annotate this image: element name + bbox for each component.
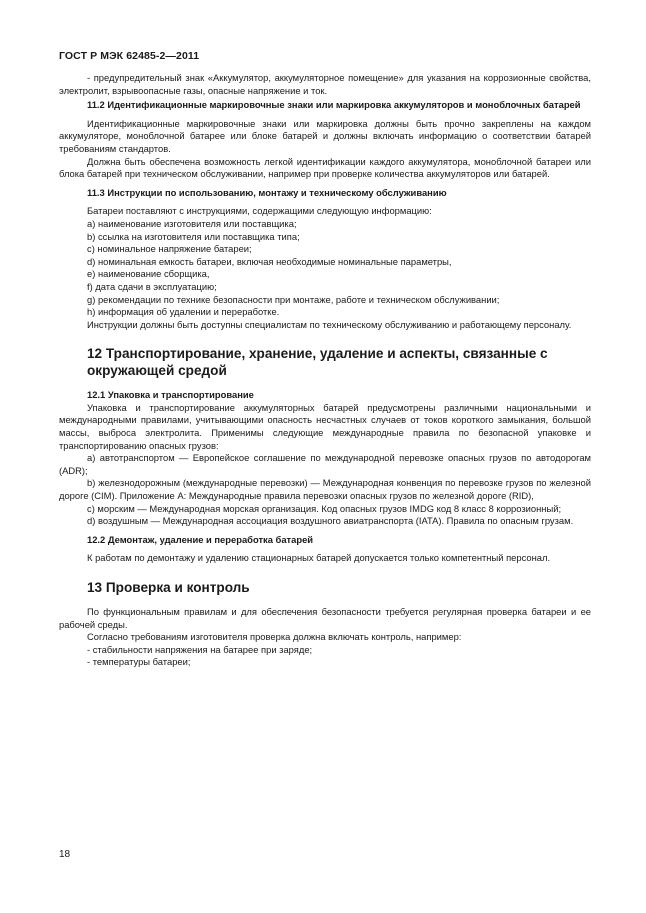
paragraph: a) наименование изготовителя или поставщика;	[87, 217, 297, 229]
paragraph: Инструкции должны быть доступны специалистам по техническому обслуживанию и работающему персоналу.	[87, 318, 572, 330]
paragraph: Согласно требованиям изготовителя проверка должна включать контроль, например:	[87, 631, 462, 643]
paragraph: h) информация об удалении и переработке.	[87, 306, 280, 318]
section-heading: 12.2 Демонтаж, удаление и переработка батарей	[87, 533, 314, 545]
paragraph: Должна быть обеспечена возможность легкой идентификации каждого аккумулятора, моноблочной батареи или блока батарей при техническом обслуживании, например при проверке количества аккумуляторов или батарей.	[59, 155, 591, 180]
section-heading: 11.3 Инструкции по использованию, монтажу и техническому обслуживанию	[87, 186, 447, 198]
page-body	[59, 72, 591, 669]
paragraph: b) ссылка на изготовителя или поставщика типа;	[87, 230, 300, 242]
paragraph: - температуры батареи;	[87, 656, 191, 668]
paragraph: К работам по демонтажу и удалению стационарных батарей допускается только компетентный персонал.	[87, 552, 551, 564]
paragraph: f) дата сдачи в эксплуатацию;	[87, 280, 217, 292]
section-heading: 13 Проверка и контроль	[87, 580, 250, 595]
section-heading: 11.2 Идентификационные маркировочные знаки или маркировка аккумуляторов и моноблочных батарей	[87, 99, 581, 111]
paragraph: - предупредительный знак «Аккумулятор, аккумуляторное помещение» для указания на коррозионные свойства, электролит, взрывоопасные газы, опасные напряжение и ток.	[59, 72, 591, 96]
section-heading: 12.1 Упаковка и транспортирование	[87, 389, 254, 401]
paragraph: - стабильности напряжения на батарее при заряде;	[87, 643, 313, 655]
running-header: ГОСТ Р МЭК 62485-2—2011	[59, 50, 200, 62]
paragraph: c) номинальное напряжение батареи;	[87, 243, 252, 255]
paragraph: e) наименование сборщика,	[87, 268, 210, 280]
paragraph: b) железнодорожным (международные перевозки) — Международная конвенция по перевозке грузов по железной дороге (CIM). Приложение А: Международные правила перевозки опасных грузов по железной дороге (RID),	[59, 477, 591, 502]
paragraph: По функциональным правилам и для обеспечения безопасности требуется регулярная проверка батареи и ее рабочей среды.	[59, 606, 591, 630]
paragraph: Идентификационные маркировочные знаки или маркировка должны быть прочно закреплены на каждом аккумуляторе, моноблочной батарее или блоке батарей и должны включать информацию о соответствии батарей требованиям стандартов.	[59, 117, 591, 154]
paragraph: Упаковка и транспортирование аккумуляторных батарей предусмотрены различными национальными и международными правилами, учитывающими опасность несчастных случаев от токов короткого замыкания, большой массы, выброса электролита. Применимы следующие международные правила по безопасной упаковке и транспортированию опасных грузов:	[59, 401, 591, 451]
paragraph: g) рекомендации по технике безопасности при монтаже, работе и техническом обслуживании;	[87, 293, 500, 305]
paragraph: a) автотранспортом — Европейское соглашение по международной перевозке опасных грузов по автодорогам (ADR);	[59, 452, 591, 476]
paragraph: Батареи поставляют с инструкциями, содержащими следующую информацию:	[87, 205, 432, 217]
paragraph: c) морским — Международная морская организация. Код опасных грузов IMDG код 8 класс 8 коррозионный;	[87, 502, 562, 514]
paragraph: d) воздушным — Международная ассоциация воздушного авиатранспорта (IATA). Правила по опасным грузам.	[87, 515, 574, 527]
page-number: 18	[59, 849, 71, 860]
paragraph: d) номинальная емкость батареи, включая необходимые номинальные параметры,	[87, 255, 452, 267]
section-heading: 12 Транспортирование, хранение, удаление и аспекты, связанные с окружающей средой	[87, 346, 548, 379]
